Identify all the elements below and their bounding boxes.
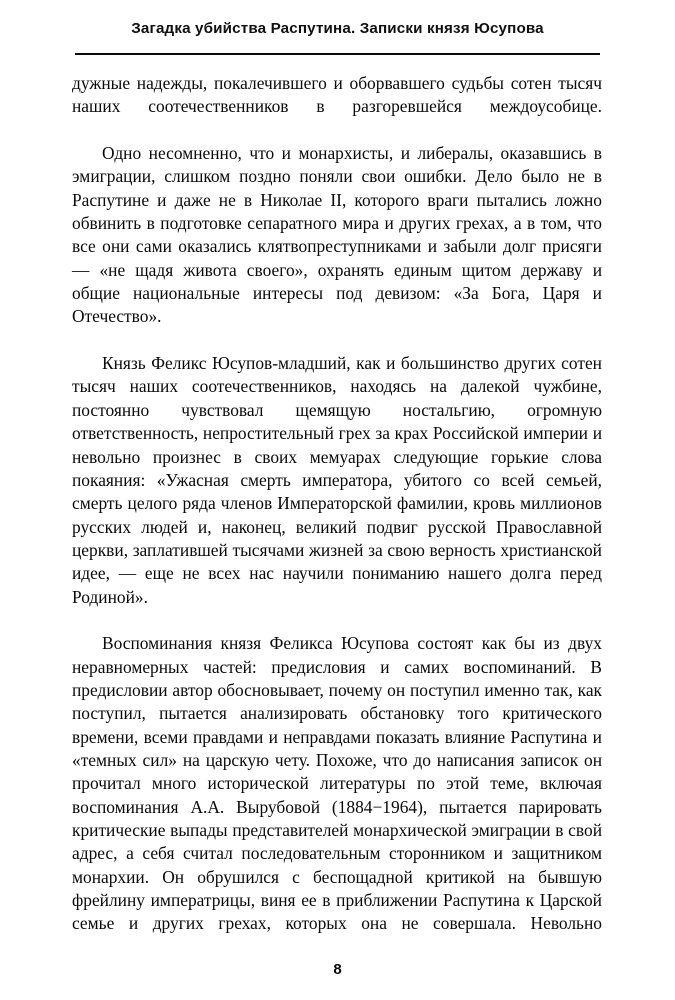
paragraph: Князь Феликс Юсупов-младший, как и большинство других сотен тысяч наших соотечественников, находясь на далекой чужбине, постоянно чувствовал щемящую ностальгию, огромную ответственность, непростительный грех за крах Российской империи и невольно произнес в своих мемуарах следующие горькие слова покаяния: «Ужасная смерть императора, убитого со всей семьей, смерть целого ряда членов Императорской фамилии, кровь миллионов русских людей и, наконец, великий подвиг русской Православной церкви, заплатившей тысячами жизней за свою верность христианской идее, — еще не всех нас научили пониманию нашего долга перед Родиной». [72, 353, 602, 607]
paragraph: Одно несомненно, что и монархисты, и либералы, оказавшись в эмиграции, слишком поздно поняли свои ошибки. Дело было не в Распутине и даже не в Николае II, которого враги пытались ложно обвинить в подготовке сепаратного мира и других грехах, а в том, что все они сами оказались клятвопреступниками и забыли долг присяги — «не щадя живота своего», охранять единым щитом державу и общие национальные интересы под девизом: «За Бога, Царя и Отечество». [72, 143, 602, 327]
header-divider-rule [75, 53, 600, 55]
paragraph: дужные надежды, покалечившего и оборвавшего судьбы сотен тысяч наших соотечественников в разгоревшейся междоусобице. [72, 73, 602, 117]
running-header-title: Загадка убийства Распутина. Записки князя Юсупова [131, 20, 544, 37]
page-number: 8 [333, 961, 342, 978]
paragraph: Воспоминания князя Феликса Юсупова состоят как бы из двух неравномерных частей: предисловия и самих воспоминаний. В предисловии автор обосновывает, почему он поступил именно так, как поступил, пытается анализировать обстановку того критического времени, всеми правдами и неправдами показать влияние Распутина и «темных сил» на царскую чету. Похоже, что до написания записок он прочитал много исторической литературы по этой теме, включая воспоминания А.А. Вырубовой (1884−1964), пытается парировать критические выпады представителей монархической эмиграции в свой адрес, а себя считал последовательным сторонником и защитником монархии. Он обрушился с беспощадной критикой на бывшую фрейлину императрицы, виня ее в приближении Распутина к Царской семье и других грехах, которых она не совершала. Невольно [72, 633, 602, 934]
body-text-block [72, 72, 602, 959]
